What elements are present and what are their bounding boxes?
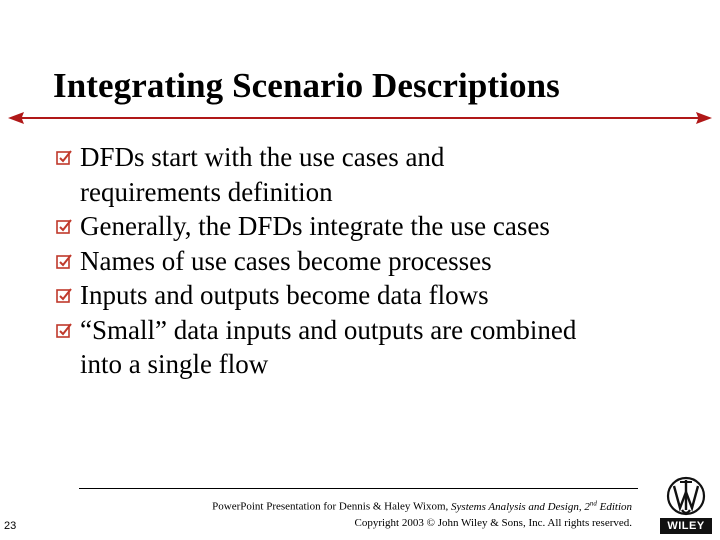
logo-caption: WILEY [660, 518, 712, 534]
slide-title: Integrating Scenario Descriptions [53, 66, 560, 105]
title-divider-arrow [0, 106, 720, 130]
footer-credits [120, 495, 632, 531]
checkbox-bullet-icon [56, 218, 73, 235]
footer-book-title [451, 501, 632, 513]
footer-divider [79, 488, 638, 489]
bullet-item [56, 209, 696, 244]
bullet-item [56, 244, 696, 279]
bullet-text-continued: into a single flow [80, 349, 269, 379]
footer-copyright: Copyright 2003 © John Wiley & Sons, Inc. All rights reserved. [354, 516, 632, 529]
checkbox-bullet-icon [56, 149, 73, 166]
bullet-item [56, 140, 696, 209]
footer-book-name: Systems Analysis and Design, 2 [451, 500, 590, 513]
checkbox-bullet-icon [56, 287, 73, 304]
bullet-list [56, 140, 696, 382]
footer-edition-sup: nd [589, 499, 597, 507]
bullet-text: Names of use cases become processes [80, 245, 492, 276]
page-number: 23 [4, 520, 17, 532]
bullet-item [56, 313, 696, 382]
footer-prefix: PowerPoint Presentation for Dennis & Haley Wixom, [212, 500, 452, 513]
checkbox-bullet-icon [56, 253, 73, 270]
bullet-item [56, 278, 696, 313]
footer-edition: Edition [596, 500, 632, 513]
bullet-text: “Small” data inputs and outputs are combined [80, 314, 577, 345]
checkbox-bullet-icon [56, 322, 73, 339]
bullet-text: Inputs and outputs become data flows [80, 280, 489, 310]
footer-line-1 [120, 495, 632, 515]
bullet-text: Generally, the DFDs integrate the use cases [80, 211, 550, 241]
bullet-text: DFDs start with the use cases and [80, 142, 445, 172]
bullet-text-continued: requirements definition [80, 176, 333, 207]
